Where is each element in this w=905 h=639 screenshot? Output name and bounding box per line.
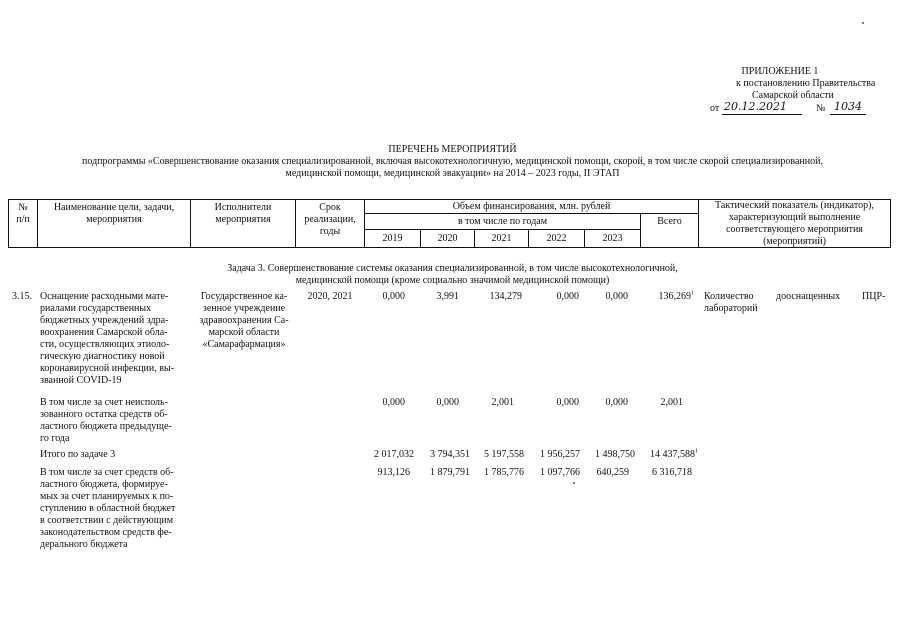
header-year-2021: 2021 xyxy=(491,233,512,244)
row-value-2020: 0,000 xyxy=(436,397,459,408)
header-year-2023: 2023 xyxy=(602,233,623,244)
row-value-2023: 0,000 xyxy=(605,291,628,302)
doc-title: ПЕРЕЧЕНЬ МЕРОПРИЯТИЙ xyxy=(388,144,517,155)
row-total-footnote: 1 xyxy=(691,290,694,297)
header-name-line: мероприятия xyxy=(86,214,142,225)
date-underline xyxy=(722,114,802,115)
header-num-line: № xyxy=(18,202,28,213)
header-term-line: реализации, xyxy=(304,214,356,225)
row-name-line: воохранения Самарской обла- xyxy=(40,327,168,338)
scan-mark xyxy=(573,482,575,484)
header-year-2022: 2022 xyxy=(546,233,567,244)
row-indicator-3: ПЦР- xyxy=(862,291,886,302)
row-value-2020: 3 794,351 xyxy=(430,449,470,460)
header-exec-line: Исполнители xyxy=(214,202,272,213)
row-total xyxy=(636,291,694,303)
row-name-line: го года xyxy=(40,433,70,444)
row-name-line: В том числе за счет неисполь- xyxy=(40,397,168,408)
doc-subtitle-1: подпрограммы «Совершенствование оказания специализированной, включая высокотехнологичную, медицинской помощи, скорой, в том числе скорой специализированной, xyxy=(82,156,823,167)
row-exec-line: зенное учреждение xyxy=(202,303,286,314)
row-name-line: гическую диагностику новой xyxy=(40,351,165,362)
row-value-2020: 3,991 xyxy=(436,291,459,302)
header-num-line: п/п xyxy=(16,214,30,225)
row-total-value: 136,269 xyxy=(658,291,691,302)
row-exec xyxy=(193,291,295,351)
row-value-2023: 0,000 xyxy=(605,397,628,408)
row-name-line: Оснащение расходными мате- xyxy=(40,291,169,302)
row-value-2020: 1 879,791 xyxy=(430,467,470,478)
row-value-2019: 0,000 xyxy=(382,291,405,302)
row-value-2019: 0,000 xyxy=(382,397,405,408)
header-name xyxy=(38,202,190,226)
row-value-2019: 913,126 xyxy=(377,467,410,478)
doc-subtitle-2: медицинской помощи, медицинской эвакуации» на 2014 – 2023 годы, II ЭТАП xyxy=(285,168,620,179)
row-name-line: сти, осуществляющих этиоло- xyxy=(40,339,170,350)
row-value-2022: 0,000 xyxy=(556,397,579,408)
task-title-2: медицинской помощи (кроме социально значимой медицинской помощи) xyxy=(295,275,610,286)
row-name-line: зованного остатка средств об- xyxy=(40,409,168,420)
row-value-2022: 1 097,766 xyxy=(540,467,580,478)
header-term xyxy=(296,202,364,238)
row-total-footnote: 1 xyxy=(695,448,698,455)
number-underline xyxy=(830,114,866,115)
scan-mark xyxy=(862,22,864,24)
appendix-number: 1034 xyxy=(834,100,862,113)
row-name-line: мых за счет планируемых к по- xyxy=(40,491,174,502)
header-term-line: Срок xyxy=(319,202,341,213)
row-value-2021: 2,001 xyxy=(491,397,514,408)
row-value-2022: 0,000 xyxy=(556,291,579,302)
row-name xyxy=(40,291,186,387)
row-indicator-4: лабораторий xyxy=(704,303,758,314)
row-exec-line: марской области xyxy=(208,327,280,338)
row-value-2019: 2 017,032 xyxy=(374,449,414,460)
row-name-line: званной COVID-19 xyxy=(40,375,122,386)
row-exec-line: здравоохранения Са- xyxy=(199,315,289,326)
row-value-2023: 640,259 xyxy=(596,467,629,478)
row-total xyxy=(630,449,698,461)
row-name-line: законодательством средств фе- xyxy=(40,527,172,538)
row-value-2021: 5 197,558 xyxy=(484,449,524,460)
header-year-2020: 2020 xyxy=(437,233,458,244)
header-total: Всего xyxy=(657,216,682,227)
row-name xyxy=(40,467,186,551)
header-by-years: в том числе по годам xyxy=(457,216,548,227)
row-indicator-2: дооснащенных xyxy=(776,291,841,302)
row-name-line: ступлению в областной бюджет xyxy=(40,503,176,514)
header-indicator-line: соответствующего мероприятия xyxy=(726,224,863,235)
row-term: 2020, 2021 xyxy=(307,291,353,302)
row-name-line: ластного бюджета, формируе- xyxy=(40,479,168,490)
header-exec-line: мероприятия xyxy=(215,214,271,225)
row-value-2021: 134,279 xyxy=(489,291,522,302)
row-value-2021: 1 785,776 xyxy=(484,467,524,478)
header-indicator-line: (мероприятий) xyxy=(763,236,826,247)
row-total: 6 316,718 xyxy=(652,467,692,478)
header-indicator-line: характеризующий выполнение xyxy=(728,212,861,223)
row-name-line: дерального бюджета xyxy=(40,539,128,550)
row-name-line: в соответствии с действующим xyxy=(40,515,174,526)
header-num xyxy=(9,202,37,226)
row-exec-line: Государственное ка- xyxy=(200,291,288,302)
header-indicator xyxy=(699,200,890,248)
header-term-line: годы xyxy=(319,226,341,237)
appendix-line-2: Самарской области xyxy=(752,90,834,101)
row-total-value: 14 437,588 xyxy=(650,449,695,460)
row-value-2022: 1 956,257 xyxy=(540,449,580,460)
row-exec-line: «Самарафармация» xyxy=(202,339,286,350)
appendix-number-label: № xyxy=(816,103,826,114)
header-years-divider xyxy=(364,229,640,230)
appendix-from-label: от xyxy=(710,103,720,114)
row-name-line: коронавирусной инфекции, вы- xyxy=(40,363,175,374)
header-exec xyxy=(191,202,295,226)
header-year-2019: 2019 xyxy=(382,233,403,244)
row-num: 3.15. xyxy=(12,291,32,302)
appendix-date: 20.12.2021 xyxy=(724,100,787,113)
appendix-line-1: к постановлению Правительства xyxy=(736,78,876,89)
row-total: 2,001 xyxy=(660,397,683,408)
row-name-line: В том числе за счет средств об- xyxy=(40,467,174,478)
row-name xyxy=(40,397,186,445)
row-value-2023: 1 498,750 xyxy=(595,449,635,460)
row-name-line: бюджетных учреждений здра- xyxy=(40,315,169,326)
task-title-1: Задача 3. Совершенствование системы оказания специализированной, в том числе высокотехнологичной, xyxy=(227,263,678,274)
appendix-title: ПРИЛОЖЕНИЕ 1 xyxy=(741,66,819,77)
header-funding: Объем финансирования, млн. рублей xyxy=(452,201,611,212)
row-name: Итого по задаче 3 xyxy=(40,449,116,460)
row-name-line: риалами государственных xyxy=(40,303,152,314)
header-col-line xyxy=(890,199,891,248)
header-name-line: Наименование цели, задачи, xyxy=(53,202,175,213)
header-indicator-line: Тактический показатель (индикатор), xyxy=(715,200,874,211)
row-indicator-1: Количество xyxy=(704,291,754,302)
header-funding-divider xyxy=(364,213,698,214)
row-name-line: ластного бюджета предыдуще- xyxy=(40,421,172,432)
